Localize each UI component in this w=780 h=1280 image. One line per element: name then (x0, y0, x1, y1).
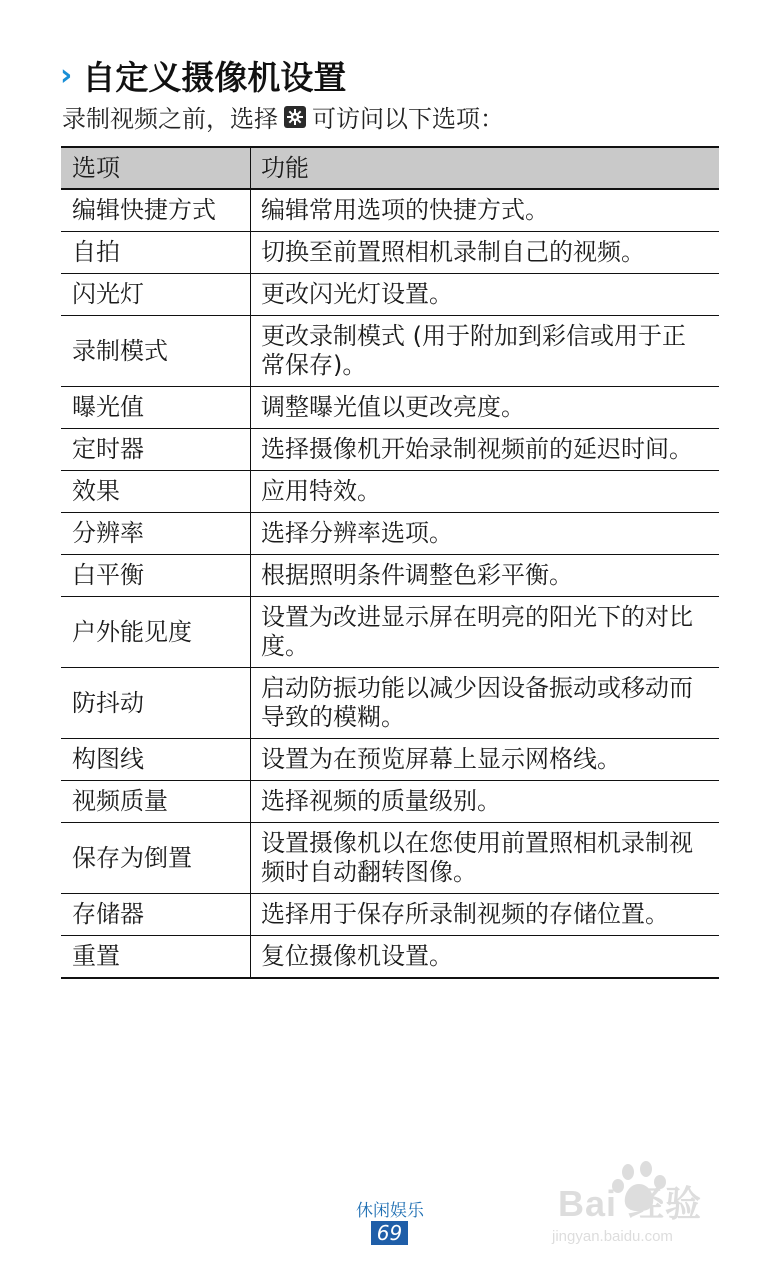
table-row (61, 781, 719, 823)
page-title-text: 自定义摄像机设置 (82, 58, 347, 97)
page-title (60, 52, 346, 99)
table-row (61, 274, 719, 316)
function-cell: 切换至前置照相机录制自己的视频。 (251, 232, 720, 274)
function-cell: 选择分辨率选项。 (251, 513, 720, 555)
table-row (61, 597, 719, 668)
table-row (61, 823, 719, 894)
option-cell: 保存为倒置 (61, 823, 251, 894)
column-header-function: 功能 (251, 147, 720, 189)
function-cell: 根据照明条件调整色彩平衡。 (251, 555, 720, 597)
function-cell: 更改闪光灯设置。 (251, 274, 720, 316)
function-cell: 设置摄像机以在您使用前置照相机录制视频时自动翻转图像。 (251, 823, 720, 894)
table-row (61, 429, 719, 471)
option-cell: 效果 (61, 471, 251, 513)
option-cell: 曝光值 (61, 387, 251, 429)
footer-section-name: 休闲娱乐 (356, 1201, 424, 1221)
option-cell: 录制模式 (61, 316, 251, 387)
watermark-logo-text: Bai 经验 (558, 1183, 703, 1224)
gear-icon (284, 106, 306, 128)
function-cell: 启动防振功能以减少因设备振动或移动而导致的模糊。 (251, 668, 720, 739)
function-cell: 选择用于保存所录制视频的存储位置。 (251, 894, 720, 936)
option-cell: 分辨率 (61, 513, 251, 555)
option-cell: 重置 (61, 936, 251, 979)
intro-after: 可访问以下选项： (312, 105, 504, 133)
function-cell: 选择视频的质量级别。 (251, 781, 720, 823)
option-cell: 白平衡 (61, 555, 251, 597)
table-row (61, 513, 719, 555)
baidu-watermark (552, 1160, 742, 1260)
intro-before: 录制视频之前，选择 (62, 105, 278, 133)
option-cell: 定时器 (61, 429, 251, 471)
watermark-url: jingyan.baidu.com (552, 1228, 673, 1245)
table-row (61, 471, 719, 513)
option-cell: 存储器 (61, 894, 251, 936)
table-row (61, 189, 719, 232)
table-row (61, 232, 719, 274)
option-cell: 自拍 (61, 232, 251, 274)
table-row (61, 668, 719, 739)
option-cell: 视频质量 (61, 781, 251, 823)
function-cell: 更改录制模式 (用于附加到彩信或用于正常保存)。 (251, 316, 720, 387)
function-cell: 复位摄像机设置。 (251, 936, 720, 979)
intro-text (62, 99, 504, 134)
option-cell: 闪光灯 (61, 274, 251, 316)
column-header-option: 选项 (61, 147, 251, 189)
chevron-right-icon: › (60, 57, 73, 93)
table-row (61, 316, 719, 387)
page-number: 69 (371, 1221, 408, 1245)
table-header-row (61, 147, 719, 189)
table-row (61, 555, 719, 597)
option-cell: 户外能见度 (61, 597, 251, 668)
option-cell: 编辑快捷方式 (61, 189, 251, 232)
function-cell: 选择摄像机开始录制视频前的延迟时间。 (251, 429, 720, 471)
table-row (61, 894, 719, 936)
function-cell: 调整曝光值以更改亮度。 (251, 387, 720, 429)
options-table (61, 146, 719, 979)
table-row (61, 387, 719, 429)
function-cell: 编辑常用选项的快捷方式。 (251, 189, 720, 232)
table-row (61, 936, 719, 979)
option-cell: 构图线 (61, 739, 251, 781)
function-cell: 应用特效。 (251, 471, 720, 513)
option-cell: 防抖动 (61, 668, 251, 739)
function-cell: 设置为在预览屏幕上显示网格线。 (251, 739, 720, 781)
function-cell: 设置为改进显示屏在明亮的阳光下的对比度。 (251, 597, 720, 668)
table-row (61, 739, 719, 781)
